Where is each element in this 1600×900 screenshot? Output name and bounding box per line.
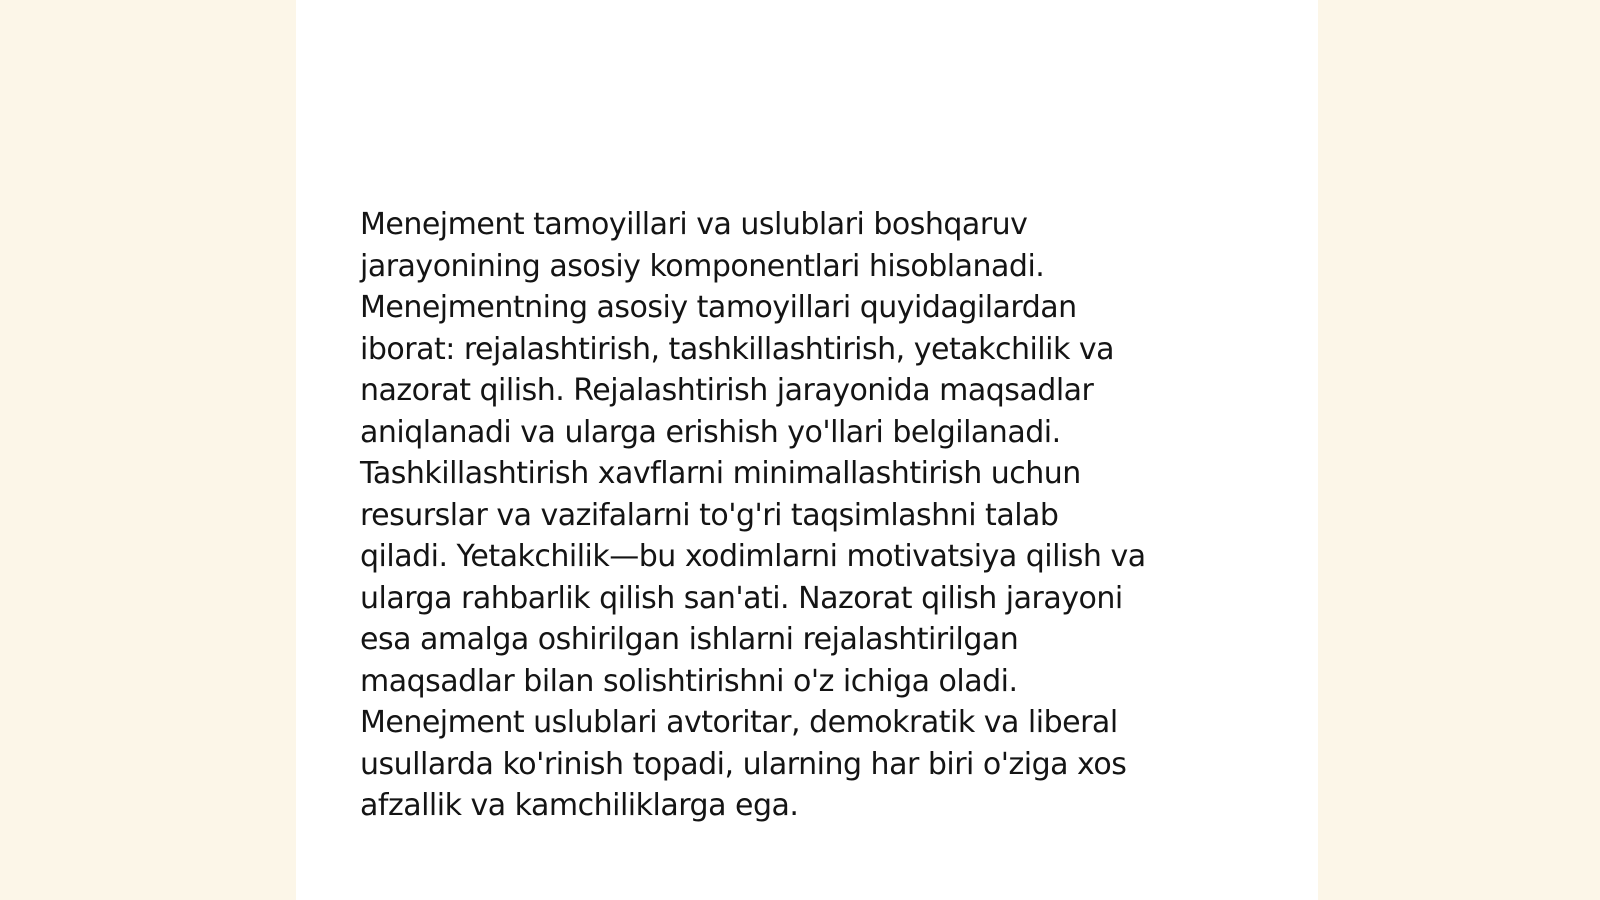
document-page — [296, 0, 1318, 900]
paragraph-line: usullarda ko'rinish topadi, ularning har biri o'ziga xos — [360, 746, 1127, 782]
paragraph-line: maqsadlar bilan solishtirishni o'z ichiga oladi. — [360, 663, 1018, 699]
paragraph-line: Menejmentning asosiy tamoyillari quyidagilardan — [360, 290, 1077, 325]
body-paragraph — [360, 204, 1260, 827]
paragraph-line: Menejment uslublari avtoritar, demokratik va liberal — [360, 705, 1118, 740]
paragraph-line: ularga rahbarlik qilish san'ati. Nazorat qilish jarayoni — [360, 580, 1123, 616]
paragraph-line: esa amalga oshirilgan ishlarni rejalashtirilgan — [360, 622, 1019, 657]
paragraph-line: iborat: rejalashtirish, tashkillashtirish, yetakchilik va — [360, 331, 1115, 367]
paragraph-line: aniqlanadi va ularga erishish yo'llari belgilanadi. — [360, 414, 1061, 450]
paragraph-line: afzallik va kamchiliklarga ega. — [360, 788, 799, 823]
paragraph-line: nazorat qilish. Rejalashtirish jarayonida maqsadlar — [360, 373, 1094, 408]
paragraph-line: Tashkillashtirish xavflarni minimallashtirish uchun — [360, 456, 1081, 491]
paragraph-line: Menejment tamoyillari va uslublari boshqaruv — [360, 207, 1028, 242]
paragraph-line: jarayonining asosiy komponentlari hisoblanadi. — [360, 248, 1045, 284]
paragraph-line: qiladi. Yetakchilik—bu xodimlarni motivatsiya qilish va — [360, 539, 1146, 574]
paragraph-line: resurslar va vazifalarni to'g'ri taqsimlashni talab — [360, 497, 1059, 533]
